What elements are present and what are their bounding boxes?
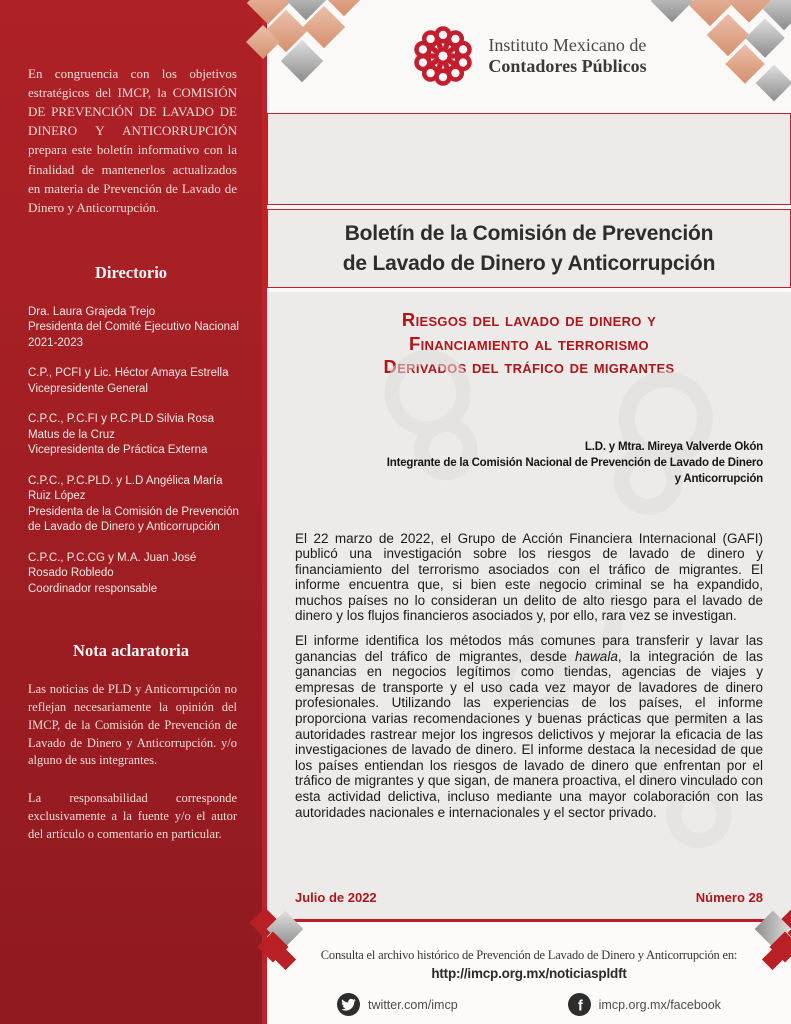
bulletin-title-band xyxy=(267,209,791,288)
directory-role: de Lavado de Dinero y Anticorrupción xyxy=(28,521,220,534)
disclaimer-title: Nota aclaratoria xyxy=(73,641,189,661)
social-row xyxy=(267,993,791,1016)
org-name-line2: Contadores Públicos xyxy=(488,56,647,76)
directory-name: C.P.C., P.C.CG y M.A. Juan José xyxy=(28,551,197,564)
article-paragraph: El 22 marzo de 2022, el Grupo de Acción Financiera Internacional (GAFI) publicó una investigación sobre los riesgos de lavado de dinero y financiamiento del terrorismo asociados con el tráfico de migrantes. El informe encuentra que, si bien este negocio criminal se ha expandido, muchos países no lo consideran un delito de alto riesgo para el lavado de dinero y los flujos financieros asociados y, por ello, rara vez se investigan. xyxy=(295,530,763,624)
directory-name: C.P.C., P.C.PLD. y L.D Angélica María xyxy=(28,474,223,487)
bulletin-title-line2: de Lavado de Dinero y Anticorrupción xyxy=(342,251,716,275)
sidebar xyxy=(0,0,262,1024)
headline-line1: Riesgos del lavado de dinero y xyxy=(401,309,657,330)
author-name: L.D. y Mtra. Mireya Valverde Okón xyxy=(584,440,763,453)
sidebar-intro-text: En congruencia con los objetivos estratégicos del IMCP, la COMISIÓN DE PREVENCIÓN DE LAVADO DE DINERO Y ANTICORRUPCIÓN prepara este boletín informativo con la finalidad de mantenerlos actualizados en materia de Prevención de Lavado de Dinero y Anticorrupción. xyxy=(28,66,237,215)
twitter-icon xyxy=(337,993,360,1016)
main-panel xyxy=(267,0,791,1024)
directory-name: C.P.C., P.C.FI y P.C.PLD Silvia Rosa xyxy=(28,413,214,426)
directory-list xyxy=(28,305,242,598)
spacer-band xyxy=(267,113,791,205)
paragraph-text: , la integración de las ganancias en negocios legítimos como tiendas, agencias de viajes y empresas de transporte y el uso cada vez mayor de lavadores de dinero profesionales. Utilizando las experiencias de los países, el informe proporciona varias recomendaciones y buenas prácticas que permiten a las autoridades rastrear mejor los ingresos delictivos y mejorar la eficacia de las investigaciones de lavado de dinero. El informe destaca la necesidad de que los países entiendan los riesgos de lavado de dinero que enfrentan por el tráfico de migrantes y que sigan, de manera proactiva, el dinero vinculado con esta actividad delictiva, incluso mediante una mayor colaboración con las autoridades nacionales e internacionales y el sector privado. xyxy=(295,648,763,820)
article-headline xyxy=(295,308,763,379)
svg-text:f: f xyxy=(577,998,583,1015)
twitter-link[interactable] xyxy=(337,993,458,1016)
directory-role: Coordinador responsable xyxy=(28,582,158,595)
disclaimer-paragraph: La responsabilidad corresponde exclusivamente a la fuente y/o el autor del artículo o comentario en particular. xyxy=(28,791,237,841)
directory-name: Ruiz López xyxy=(28,490,86,503)
directory-name: C.P., PCFI y Lic. Héctor Amaya Estrella xyxy=(28,367,229,380)
directory-role: Vicepresidenta de Práctica Externa xyxy=(28,444,208,457)
directory-name: Matus de la Cruz xyxy=(28,428,115,441)
archive-url-link[interactable]: http://imcp.org.mx/noticiaspldft xyxy=(431,966,627,981)
author-block xyxy=(295,439,763,487)
facebook-icon xyxy=(568,993,591,1016)
headline-line3: Derivados del tráfico de migrantes xyxy=(383,356,675,377)
directory-role: Presidenta de la Comisión de Prevención xyxy=(28,505,239,518)
directory-entry xyxy=(28,412,242,459)
org-name xyxy=(488,35,646,77)
issue-number: Número 28 xyxy=(695,890,763,905)
directory-entry xyxy=(28,305,242,352)
directory-name: Dra. Laura Grajeda Trejo xyxy=(28,305,156,318)
headline-line2: Financiamiento al terrorismo xyxy=(409,332,649,354)
directory-entry xyxy=(28,551,242,598)
twitter-handle: twitter.com/imcp xyxy=(368,997,458,1012)
disclaimer-paragraph: Las noticias de PLD y Anticorrupción no reflejan necesariamente la opinión del IMCP, de la Comisión de Prevención de Lavado de Dinero y Anticorrupción. y/o alguno de sus integrantes. xyxy=(28,682,237,768)
facebook-link[interactable] xyxy=(568,993,721,1016)
article-content xyxy=(267,292,791,922)
paragraph-italic-term: hawala xyxy=(575,648,618,664)
page-footer xyxy=(267,922,791,1024)
facebook-handle: imcp.org.mx/facebook xyxy=(598,997,721,1012)
directory-entry xyxy=(28,474,242,536)
directory-entry xyxy=(28,366,242,397)
directory-title: Directorio xyxy=(94,262,168,282)
bulletin-title-line1: Boletín de la Comisión de Prevención xyxy=(344,221,714,245)
directory-role: Presidenta del Comité Ejecutivo Nacional xyxy=(28,321,239,334)
directory-term: 2021-2023 xyxy=(28,336,83,349)
article-paragraph xyxy=(295,633,763,820)
org-name-line1: Instituto Mexicano de xyxy=(488,35,647,55)
directory-name: Rosado Robledo xyxy=(28,567,114,580)
paragraph-text: El informe identifica los métodos más comunes para transferir y lavar las ganancias del tráfico de migrantes, desde xyxy=(295,633,763,664)
archive-note: Consulta el archivo histórico de Prevención de Lavado de Dinero y Anticorrupción en: xyxy=(320,948,738,962)
author-affiliation: Integrante de la Comisión Nacional de Prevención de Lavado de Dinero xyxy=(386,456,763,469)
author-affiliation: y Anticorrupción xyxy=(674,472,763,485)
directory-role: Vicepresidente General xyxy=(28,382,148,395)
issue-date: Julio de 2022 xyxy=(295,890,377,905)
imcp-logo-icon xyxy=(411,24,475,88)
bulletin-title xyxy=(343,219,715,279)
issue-row xyxy=(295,890,763,905)
brand-header xyxy=(267,0,791,112)
